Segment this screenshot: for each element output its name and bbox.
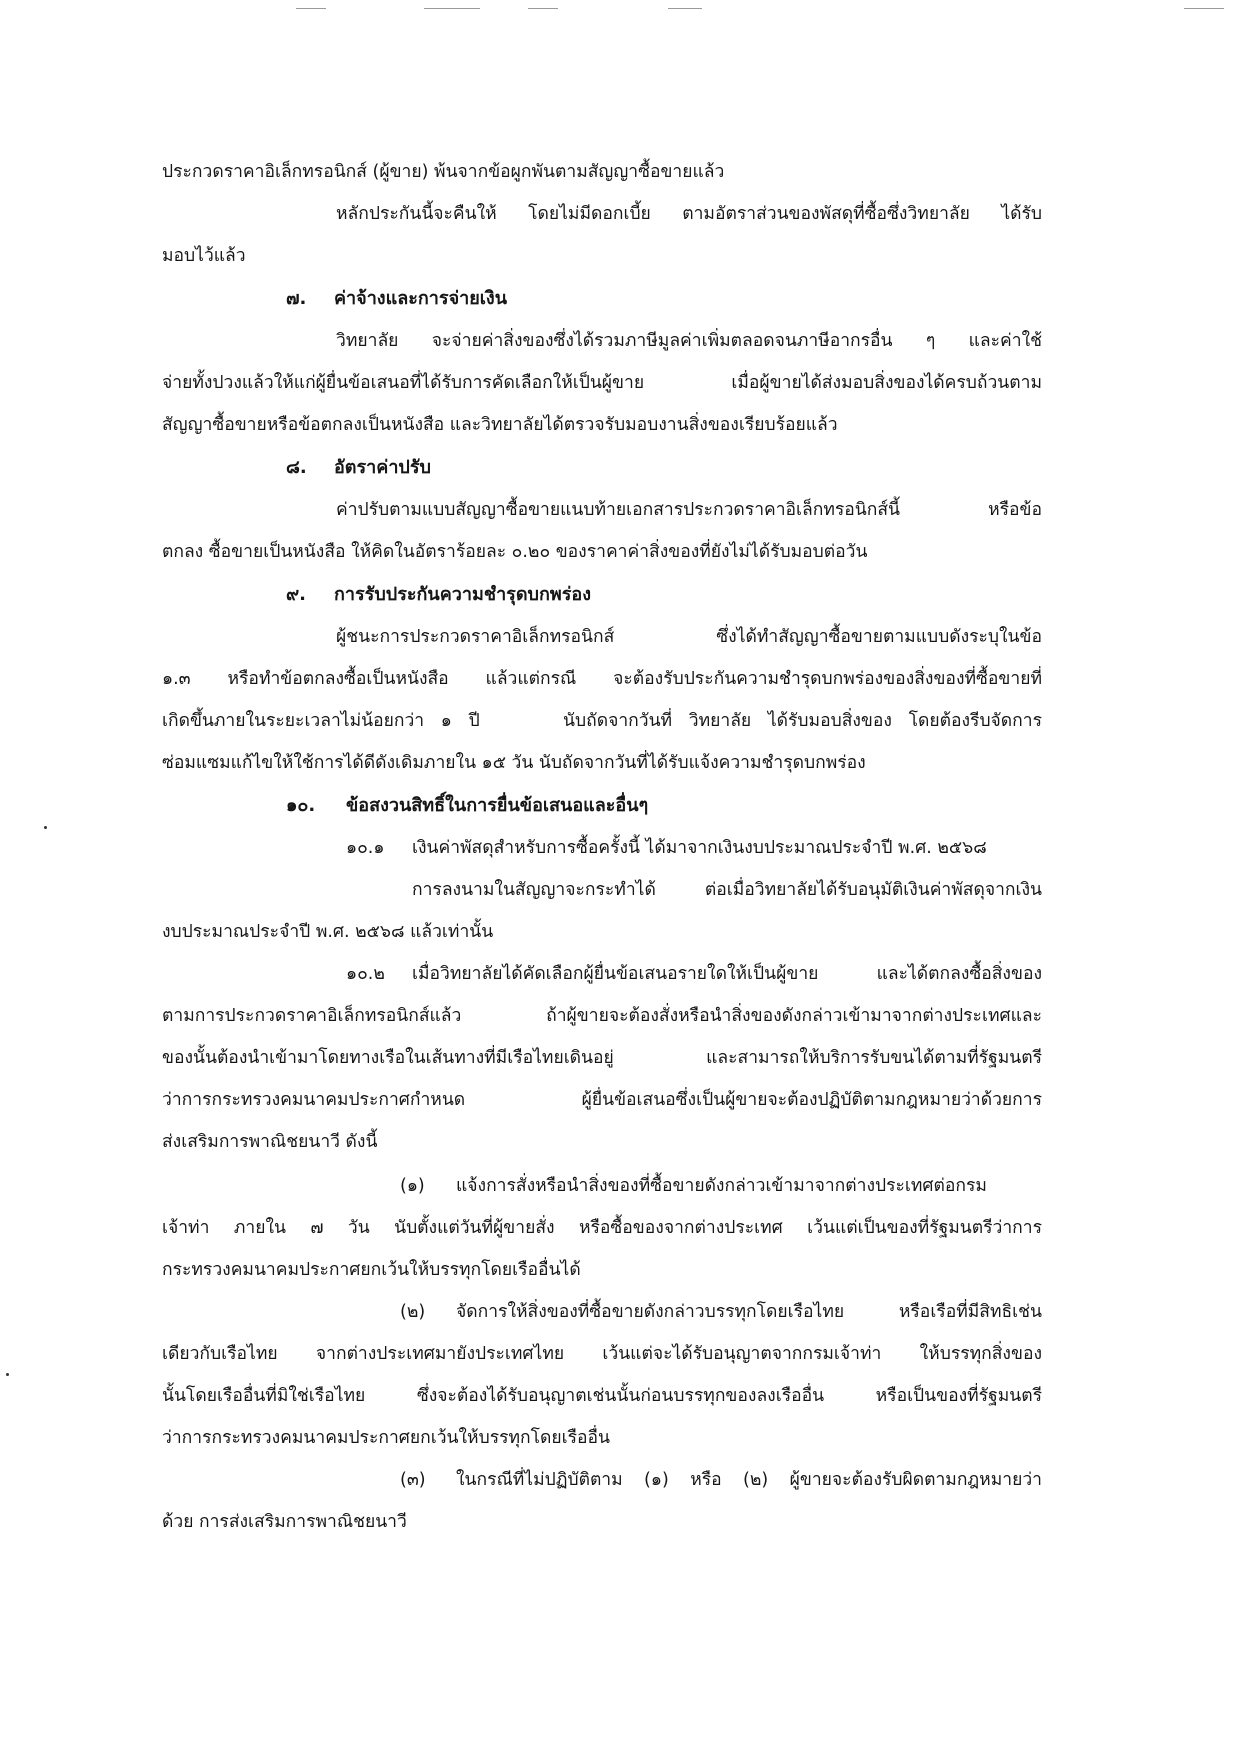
paragraph-line: จ่ายทั้งปวงแล้วให้แก่ผู้ยื่นข้อเสนอที่ได้รับการคัดเลือกให้เป็นผู้ขาย เมื่อผู้ขายได้ส่งมอบสิ่งของได้ครบถ้วนตาม [162,373,1042,393]
section-number: ๑๐. [286,795,316,816]
section-number: ๗. [286,288,307,309]
paragraph-line: เกิดขึ้นภายในระยะเวลาไม่น้อยกว่า ๑ ปี นับถัดจากวันที่ วิทยาลัย ได้รับมอบสิ่งของ โดยต้องรีบจัดการ [162,711,1042,731]
scan-speck [44,826,47,829]
paragraph-line: ว่าการกระทรวงคมนาคมประกาศกำหนด ผู้ยื่นข้อเสนอซึ่งเป็นผู้ขายจะต้องปฏิบัติตามกฎหมายว่าด้วยการ [162,1090,1042,1110]
paragraph-line: ในกรณีที่ไม่ปฏิบัติตาม (๑) หรือ (๒) ผู้ขายจะต้องรับผิดตามกฎหมายว่า [456,1470,1042,1490]
paragraph-line: ของนั้นต้องนำเข้ามาโดยทางเรือในเส้นทางที่มีเรือไทยเดินอยู่ และสามารถให้บริการรับขนได้ตามที่รัฐมนตรี [162,1048,1042,1068]
paragraph-line: ด้วย การส่งเสริมการพาณิชยนาวี [162,1512,407,1532]
paragraph-line: เมื่อวิทยาลัยได้คัดเลือกผู้ยื่นข้อเสนอรายใดให้เป็นผู้ขาย และได้ตกลงซื้อสิ่งของ [412,964,1042,984]
paragraph-line: ประกวดราคาอิเล็กทรอนิกส์ (ผู้ขาย) พ้นจากข้อผูกพันตามสัญญาซื้อขายแล้ว [162,162,725,182]
section-heading: ค่าจ้างและการจ่ายเงิน [334,288,508,309]
paragraph-line: ๑.๓ หรือทำข้อตกลงซื้อเป็นหนังสือ แล้วแต่กรณี จะต้องรับประกันความชำรุดบกพร่องของสิ่งของที่ซื้อขายที่ [162,669,1042,689]
paragraph-line: แจ้งการสั่งหรือนำสิ่งของที่ซื้อขายดังกล่าวเข้ามาจากต่างประเทศต่อกรม [456,1176,987,1196]
section-heading: การรับประกันความชำรุดบกพร่อง [334,584,591,605]
paragraph-line: กระทรวงคมนาคมประกาศยกเว้นให้บรรทุกโดยเรืออื่นได้ [162,1260,581,1280]
paragraph-line: ส่งเสริมการพาณิชยนาวี ดังนี้ [162,1132,378,1152]
subsection-number: ๑๐.๑ [346,838,385,858]
scan-artifact [668,8,702,9]
section-heading: ข้อสงวนสิทธิ์ในการยื่นข้อเสนอและอื่นๆ [346,795,649,816]
item-number: (๒) [400,1302,426,1322]
paragraph-line: การลงนามในสัญญาจะกระทำได้ ต่อเมื่อวิทยาลัยได้รับอนุมัติเงินค่าพัสดุจากเงิน [412,880,1042,900]
section-heading: อัตราค่าปรับ [334,457,431,478]
scan-artifact [1184,8,1224,9]
scan-artifact [528,8,558,9]
paragraph-line: เงินค่าพัสดุสำหรับการซื้อครั้งนี้ ได้มาจากเงินงบประมาณประจำปี พ.ศ. ๒๕๖๘ [412,838,987,858]
paragraph-line: นั้นโดยเรืออื่นที่มิใช่เรือไทย ซึ่งจะต้องได้รับอนุญาตเช่นนั้นก่อนบรรทุกของลงเรืออื่น หรือเป็นของที่รัฐมนตรี [162,1386,1042,1406]
paragraph-line: ว่าการกระทรวงคมนาคมประกาศยกเว้นให้บรรทุกโดยเรืออื่น [162,1428,611,1448]
paragraph-line: หลักประกันนี้จะคืนให้ โดยไม่มีดอกเบี้ย ตามอัตราส่วนของพัสดุที่ซื้อซึ่งวิทยาลัย ได้รับ [336,204,1042,224]
section-number: ๙. [286,584,307,605]
subsection-number: ๑๐.๒ [346,964,385,984]
paragraph-line: เจ้าท่า ภายใน ๗ วัน นับตั้งแต่วันที่ผู้ขายสั่ง หรือซื้อของจากต่างประเทศ เว้นแต่เป็นของที่รัฐมนตรีว่าการ [162,1218,1042,1238]
paragraph-line: ค่าปรับตามแบบสัญญาซื้อขายแนบท้ายเอกสารประกวดราคาอิเล็กทรอนิกส์นี้ หรือข้อ [336,500,1042,520]
item-number: (๓) [400,1470,426,1490]
paragraph-line: ผู้ชนะการประกวดราคาอิเล็กทรอนิกส์ ซึ่งได้ทำสัญญาซื้อขายตามแบบดังระบุในข้อ [336,627,1042,647]
scan-speck [6,1373,9,1376]
paragraph-line: เดียวกับเรือไทย จากต่างประเทศมายังประเทศไทย เว้นแต่จะได้รับอนุญาตจากกรมเจ้าท่า ให้บรรทุกสิ่งของ [162,1344,1042,1364]
section-number: ๘. [286,457,307,478]
paragraph-line: งบประมาณประจำปี พ.ศ. ๒๕๖๘ แล้วเท่านั้น [162,922,494,942]
scan-artifact [296,8,326,9]
paragraph-line: ตกลง ซื้อขายเป็นหนังสือ ให้คิดในอัตราร้อยละ ๐.๒๐ ของราคาค่าสิ่งของที่ยังไม่ได้รับมอบต่อวัน [162,542,868,562]
paragraph-line: สัญญาซื้อขายหรือข้อตกลงเป็นหนังสือ และวิทยาลัยได้ตรวจรับมอบงานสิ่งของเรียบร้อยแล้ว [162,415,838,435]
paragraph-line: มอบไว้แล้ว [162,246,246,266]
item-number: (๑) [400,1176,425,1196]
paragraph-line: วิทยาลัย จะจ่ายค่าสิ่งของซึ่งได้รวมภาษีมูลค่าเพิ่มตลอดจนภาษีอากรอื่น ๆ และค่าใช้ [336,331,1042,351]
paragraph-line: จัดการให้สิ่งของที่ซื้อขายดังกล่าวบรรทุกโดยเรือไทย หรือเรือที่มีสิทธิเช่น [456,1302,1042,1322]
paragraph-line: ซ่อมแซมแก้ไขให้ใช้การได้ดีดังเดิมภายใน ๑๕ วัน นับถัดจากวันที่ได้รับแจ้งความชำรุดบกพร่อง [162,753,866,773]
scan-artifact [424,8,480,9]
paragraph-line: ตามการประกวดราคาอิเล็กทรอนิกส์แล้ว ถ้าผู้ขายจะต้องสั่งหรือนำสิ่งของดังกล่าวเข้ามาจากต่างประเทศและ [162,1006,1042,1026]
